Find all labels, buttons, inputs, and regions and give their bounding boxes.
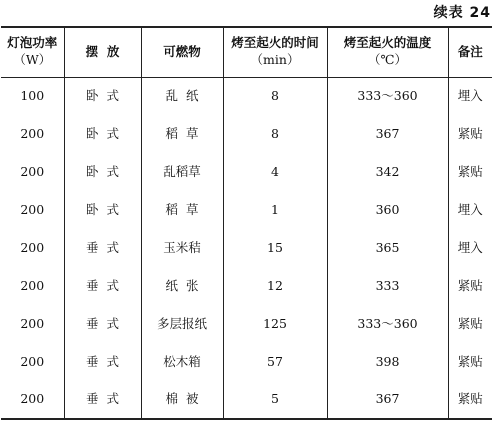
header-remark-label: 备注 <box>457 43 483 59</box>
header-power-unit: （W） <box>13 52 52 68</box>
ignition-time-cell: 57 <box>223 343 327 381</box>
remark-cell: 紧贴 <box>448 267 492 305</box>
combustible-cell: 玉米秸 <box>141 229 223 267</box>
table-body <box>1 77 492 419</box>
remark-cell: 埋入 <box>448 229 492 267</box>
ignition-time-cell: 4 <box>223 153 327 191</box>
ignition-time-cell: 8 <box>223 115 327 153</box>
ignition-time-cell: 15 <box>223 229 327 267</box>
table-caption: 续表 24 <box>433 5 491 21</box>
ignition-temp-cell: 360 <box>327 191 448 229</box>
ignition-temp-cell: 365 <box>327 229 448 267</box>
table-header <box>1 27 492 77</box>
placement-cell: 垂 式 <box>64 305 141 343</box>
header-cell-power <box>1 27 64 77</box>
table-row <box>1 191 492 229</box>
table-row <box>1 115 492 153</box>
header-cell-combustible <box>141 27 223 77</box>
combustible-cell: 乱 纸 <box>141 77 223 115</box>
power-cell: 200 <box>20 239 45 255</box>
ignition-time-cell: 125 <box>223 305 327 343</box>
table-row <box>1 229 492 267</box>
combustible-cell: 纸 张 <box>141 267 223 305</box>
ignition-temp-cell: 333～360 <box>327 77 448 115</box>
header-combustible-label: 可燃物 <box>163 43 201 59</box>
power-cell: 200 <box>20 201 45 217</box>
remark-cell: 紧贴 <box>448 381 492 419</box>
combustible-cell: 乱稻草 <box>141 153 223 191</box>
header-ignition-temp-label: 烤至起火的温度 <box>343 35 432 51</box>
power-cell: 200 <box>20 391 45 407</box>
placement-cell: 卧 式 <box>64 115 141 153</box>
table-row <box>1 77 492 115</box>
table-row <box>1 305 492 343</box>
ignition-time-cell: 8 <box>223 77 327 115</box>
power-cell: 200 <box>20 163 45 179</box>
placement-cell: 卧 式 <box>64 77 141 115</box>
ignition-temp-cell: 367 <box>327 115 448 153</box>
header-ignition-time-unit: （min） <box>250 52 300 68</box>
combustible-cell: 棉 被 <box>141 381 223 419</box>
ignition-temp-cell: 333 <box>327 267 448 305</box>
header-ignition-temp-unit: （℃） <box>368 52 407 68</box>
header-cell-placement <box>64 27 141 77</box>
data-table <box>1 26 492 420</box>
placement-cell: 卧 式 <box>64 153 141 191</box>
header-cell-ignition-time <box>223 27 327 77</box>
placement-cell: 垂 式 <box>64 343 141 381</box>
ignition-temp-cell: 367 <box>327 381 448 419</box>
ignition-time-cell: 5 <box>223 381 327 419</box>
remark-cell: 紧贴 <box>448 343 492 381</box>
header-power-label: 灯泡功率 <box>7 35 58 51</box>
header-ignition-time-label: 烤至起火的时间 <box>231 35 319 51</box>
remark-cell: 埋入 <box>448 191 492 229</box>
table-row <box>1 343 492 381</box>
remark-cell: 紧贴 <box>448 305 492 343</box>
placement-cell: 垂 式 <box>64 381 141 419</box>
ignition-temp-cell: 398 <box>327 343 448 381</box>
ignition-temp-cell: 342 <box>327 153 448 191</box>
header-cell-remark <box>448 27 492 77</box>
remark-cell: 紧贴 <box>448 115 492 153</box>
placement-cell: 垂 式 <box>64 229 141 267</box>
combustible-cell: 松木箱 <box>141 343 223 381</box>
remark-cell: 埋入 <box>448 77 492 115</box>
header-placement-label: 摆 放 <box>85 43 120 59</box>
placement-cell: 卧 式 <box>64 191 141 229</box>
placement-cell: 垂 式 <box>64 267 141 305</box>
header-row <box>1 27 492 77</box>
combustible-cell: 稻 草 <box>141 115 223 153</box>
ignition-time-cell: 1 <box>223 191 327 229</box>
ignition-time-cell: 12 <box>223 267 327 305</box>
power-cell: 200 <box>20 315 45 331</box>
table-row <box>1 267 492 305</box>
remark-cell: 紧贴 <box>448 153 492 191</box>
header-cell-ignition-temp <box>327 27 448 77</box>
combustible-cell: 稻 草 <box>141 191 223 229</box>
table-row <box>1 153 492 191</box>
power-cell: 100 <box>20 87 45 103</box>
power-cell: 200 <box>20 125 45 141</box>
combustible-cell: 多层报纸 <box>141 305 223 343</box>
power-cell: 200 <box>20 353 45 369</box>
table-row <box>1 381 492 419</box>
ignition-temp-cell: 333～360 <box>327 305 448 343</box>
power-cell: 200 <box>20 277 45 293</box>
